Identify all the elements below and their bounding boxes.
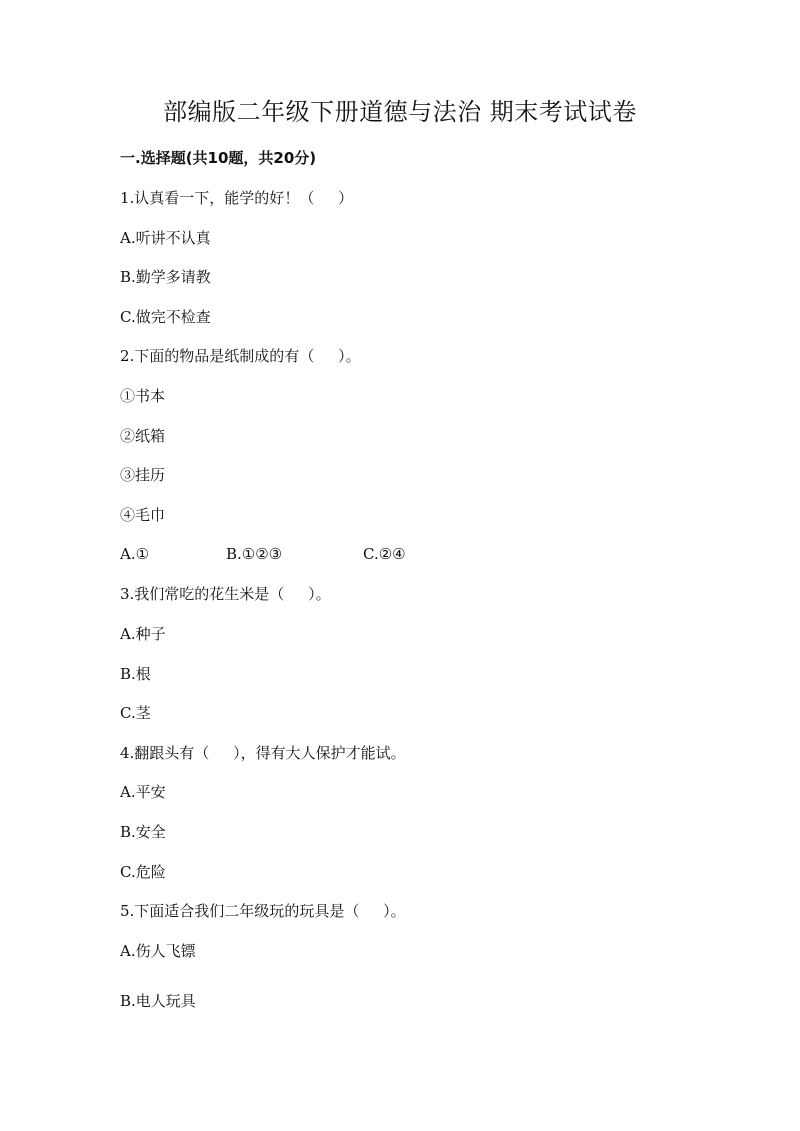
- section-heading: 一.选择题(共10题，共20分): [120, 149, 317, 167]
- question-1-option-a: A.听讲不认真: [120, 229, 211, 247]
- question-5-stem: 5.下面适合我们二年级玩的玩具是（ ）。: [120, 902, 406, 920]
- question-3-option-c: C.茎: [120, 704, 151, 722]
- question-4-option-c: C.危险: [120, 863, 166, 881]
- question-1-option-c: C.做完不检查: [120, 308, 211, 326]
- question-1-stem: 1.认真看一下，能学的好！（ ）: [120, 189, 354, 207]
- question-2-item-2: ②纸箱: [120, 427, 166, 445]
- question-2-options: [120, 542, 680, 566]
- question-2-item-1: ①书本: [120, 387, 166, 405]
- question-2-option-c: C.②④: [363, 545, 406, 563]
- question-3-option-a: A.种子: [120, 625, 166, 643]
- question-5-option-b: B.电人玩具: [120, 992, 196, 1010]
- question-4-stem: 4.翻跟头有（ ），得有大人保护才能试。: [120, 744, 406, 762]
- question-4-option-a: A.平安: [120, 783, 166, 801]
- page-title: 部编版二年级下册道德与法治 期末考试试卷: [163, 98, 637, 126]
- question-3-stem: 3.我们常吃的花生米是（ ）。: [120, 585, 331, 603]
- question-1-option-b: B.勤学多请教: [120, 268, 211, 286]
- question-2-stem: 2.下面的物品是纸制成的有（ ）。: [120, 347, 361, 365]
- question-3-option-b: B.根: [120, 665, 151, 683]
- question-2-item-4: ④毛巾: [120, 506, 166, 524]
- question-2-option-b: B.①②③: [226, 545, 283, 563]
- question-4-option-b: B.安全: [120, 823, 166, 841]
- question-2-item-3: ③挂历: [120, 466, 166, 484]
- question-5-option-a: A.伤人飞镖: [120, 942, 196, 960]
- question-2-option-a: A.①: [120, 545, 150, 563]
